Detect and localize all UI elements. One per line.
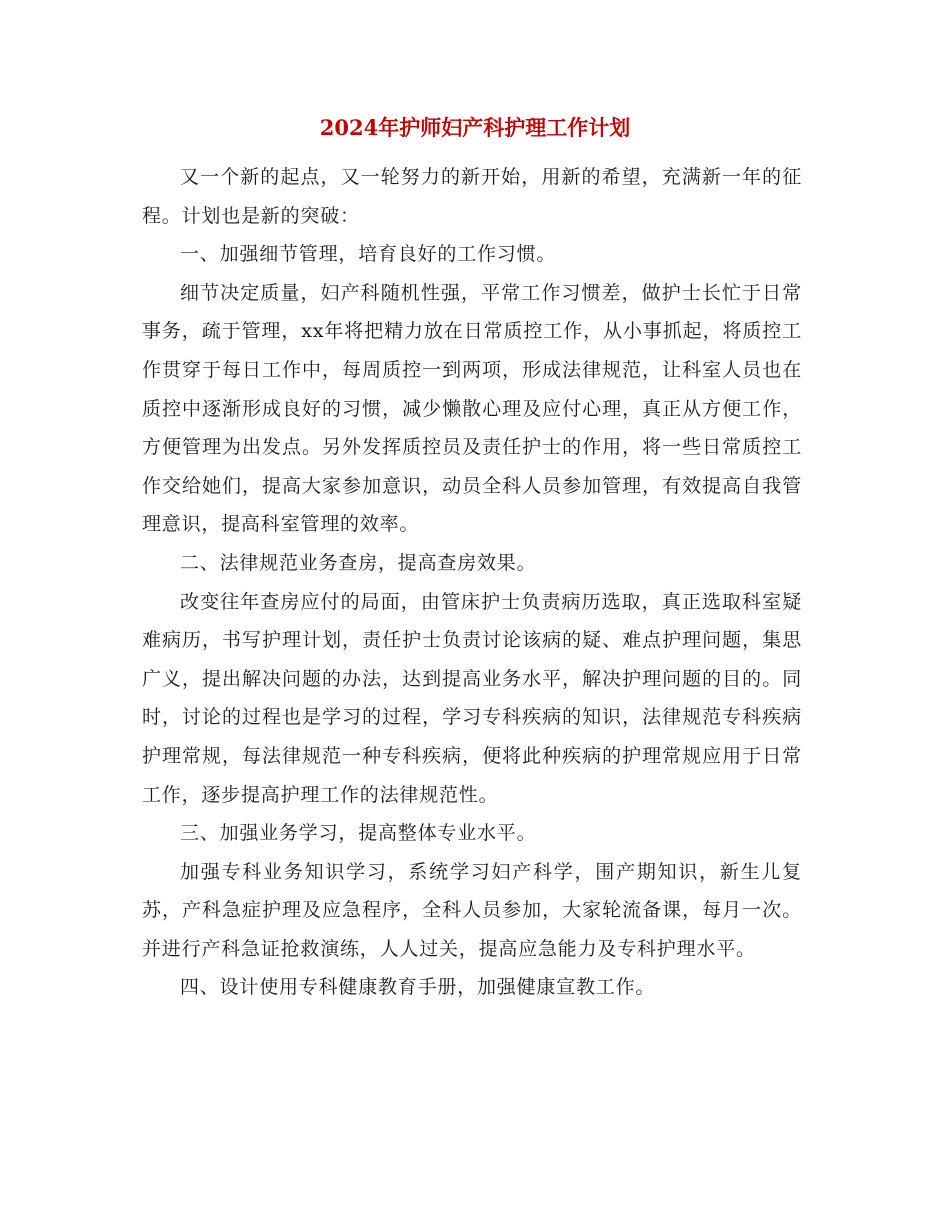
section-paragraph-2: 改变往年查房应付的局面，由管床护士负责病历选取，真正选取科室疑难病历，书写护理计划，责任护士负责讨论该病的疑、难点护理问题，集思广义，提出解决问题的办法，达到提高业务水平，解决护理问题的目的。同时，讨论的过程也是学习的过程，学习专科疾病的知识，法律规范专科疾病护理常规，每法律规范一种专科疾病，便将此种疾病的护理常规应用于日常工作，逐步提高护理工作的法律规范性。 — [142, 590, 802, 806]
document-title: 2024年护师妇产科护理工作计划 — [319, 115, 631, 140]
section-heading-3: 三、加强业务学习，提高整体专业水平。 — [180, 822, 537, 845]
section-heading-2: 二、法律规范业务查房，提高查房效果。 — [180, 551, 537, 574]
section-paragraph-1: 细节决定质量，妇产科随机性强，平常工作习惯差，做护士长忙于日常事务，疏于管理，xx年将把精力放在日常质控工作，从小事抓起，将质控工作贯穿于每日工作中，每周质控一到两项，形成法律规范，让科室人员也在质控中逐渐形成良好的习惯，减少懒散心理及应付心理，真正从方便工作，方便管理为出发点。另外发挥质控员及责任护士的作用，将一些日常质控工作交给她们，提高大家参加意识，动员全科人员参加管理，有效提高自我管理意识，提高科室管理的效率。 — [142, 281, 802, 536]
section-heading-1: 一、加强细节管理，培育良好的工作习惯。 — [180, 243, 557, 266]
document-body — [142, 158, 802, 1007]
section-paragraph-3: 加强专科业务知识学习，系统学习妇产科学，围产期知识，新生儿复苏，产科急症护理及应急程序，全科人员参加，大家轮流备课，每月一次。并进行产科急证抢救演练，人人过关，提高应急能力及专科护理水平。 — [142, 860, 802, 960]
section-heading-4: 四、设计使用专科健康教育手册，加强健康宣教工作。 — [180, 976, 656, 999]
intro-paragraph: 又一个新的起点，又一轮努力的新开始，用新的希望，充满新一年的征程。计划也是新的突破： — [142, 166, 802, 227]
